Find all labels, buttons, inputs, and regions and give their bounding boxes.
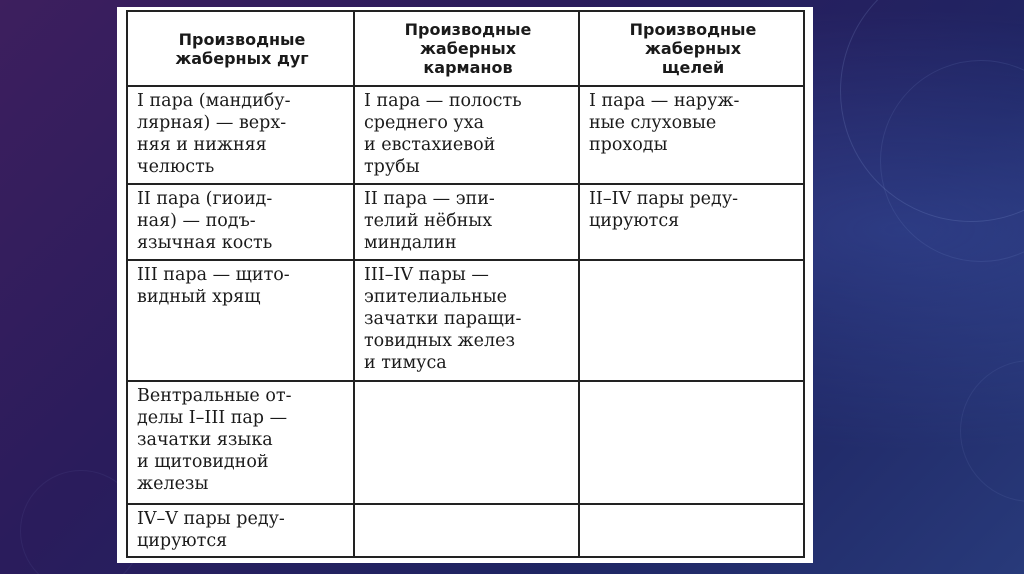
table-row bbox=[127, 260, 804, 381]
table-cell: II–IV пары реду- цируются bbox=[579, 184, 804, 260]
table-cell: Вентральные от- делы I–III пар — зачатки языка и щитовидной железы bbox=[127, 381, 354, 504]
table-cell bbox=[579, 260, 804, 381]
table-cell: I пара (мандибу- лярная) — верх- няя и нижняя челюсть bbox=[127, 86, 354, 184]
table-cell: II пара (гиоид- ная) — подъ- язычная кость bbox=[127, 184, 354, 260]
table-row bbox=[127, 86, 804, 184]
table-cell: III–IV пары — эпителиальные зачатки паращи- товидных желез и тимуса bbox=[354, 260, 579, 381]
table-row bbox=[127, 381, 804, 504]
table-cell bbox=[354, 504, 579, 557]
gill-arch-derivatives-table bbox=[126, 10, 805, 558]
header-gill-pouches: Производные жаберных карманов bbox=[354, 11, 579, 86]
table-cell: IV–V пары реду- цируются bbox=[127, 504, 354, 557]
table-cell: II пара — эпи- телий нёбных миндалин bbox=[354, 184, 579, 260]
table-cell bbox=[354, 381, 579, 504]
header-gill-slits: Производные жаберных щелей bbox=[579, 11, 804, 86]
table-row bbox=[127, 184, 804, 260]
table-cell: I пара — полость среднего уха и евстахиевой трубы bbox=[354, 86, 579, 184]
table-cell bbox=[579, 504, 804, 557]
table-row bbox=[127, 504, 804, 557]
header-gill-arches: Производные жаберных дуг bbox=[127, 11, 354, 86]
table-cell: I пара — наруж- ные слуховые проходы bbox=[579, 86, 804, 184]
table-cell: III пара — щито- видный хрящ bbox=[127, 260, 354, 381]
table-cell bbox=[579, 381, 804, 504]
table-image bbox=[117, 7, 813, 563]
table-header-row bbox=[127, 11, 804, 86]
decorative-circle bbox=[960, 360, 1024, 502]
